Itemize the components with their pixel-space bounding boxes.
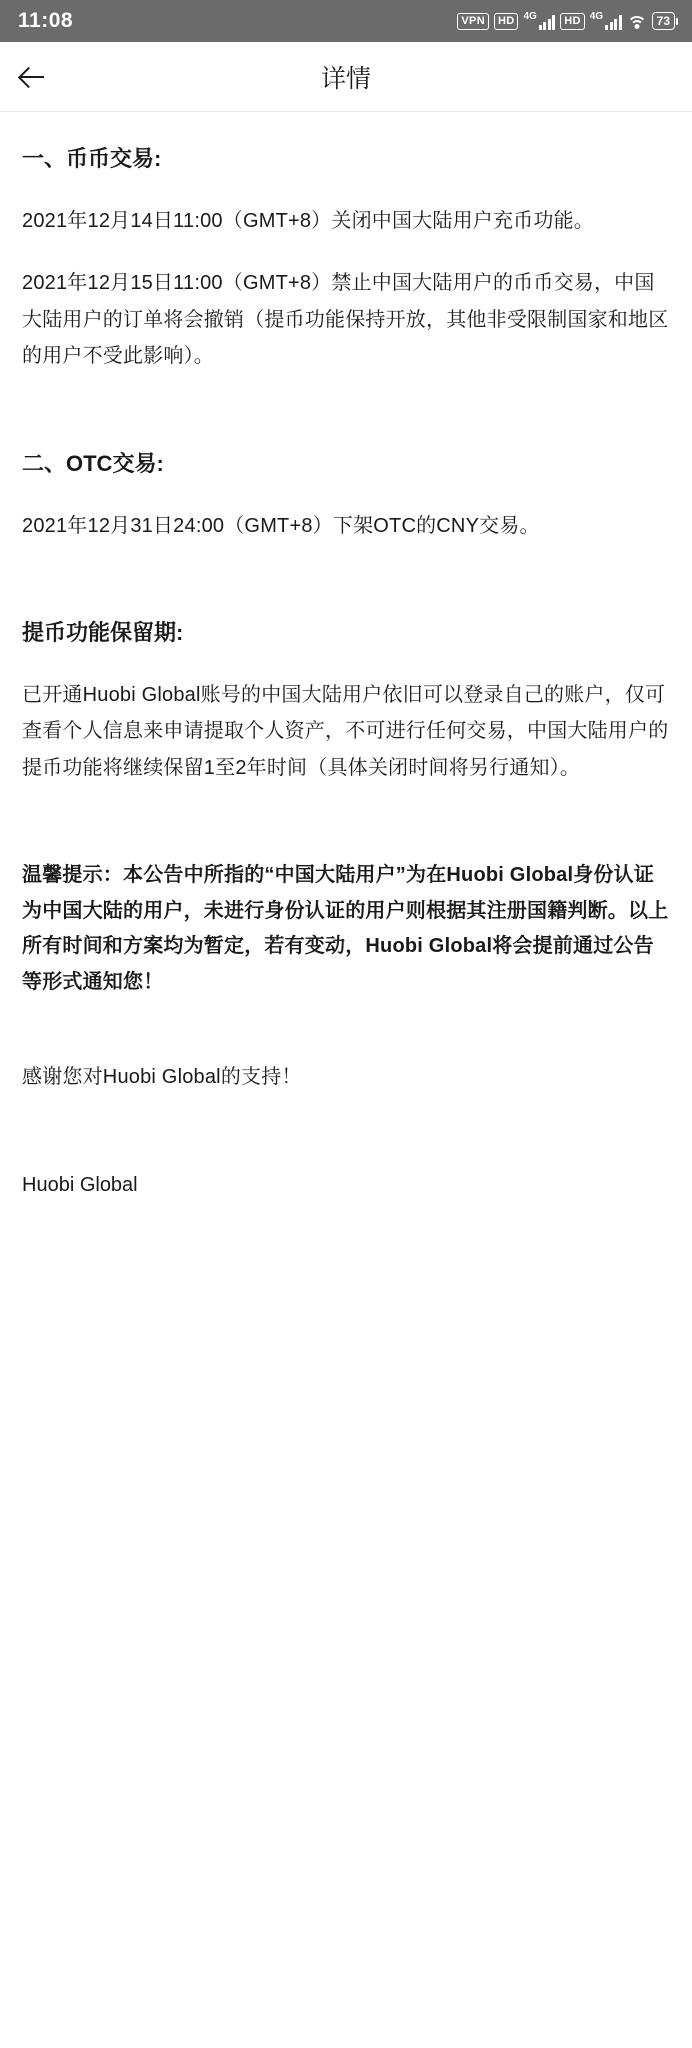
notice-paragraph: 温馨提示：本公告中所指的“中国大陆用户”为在Huobi Global身份认证为中国大陆的用户，未进行身份认证的用户则根据其注册国籍判断。以上所有时间和方案均为暂定，若有变动，Huobi Global将会提前通过公告等形式通知您！ — [22, 864, 669, 993]
app-bar — [0, 42, 692, 112]
thanks-paragraph: 感谢您对Huobi Global的支持！ — [22, 1065, 302, 1088]
signal-bars-1 — [539, 15, 556, 30]
spacer-1 — [22, 401, 670, 447]
signal-bars-2 — [605, 15, 622, 30]
battery-level-label: 73 — [652, 12, 675, 30]
status-icon-group — [457, 12, 678, 30]
status-time: 11:08 — [18, 9, 74, 32]
section-2-paragraph-1: 2021年12月31日24:00（GMT+8）下架OTC的CNY交易。 — [22, 514, 540, 537]
section-1-paragraph-1: 2021年12月14日11:00（GMT+8）关闭中国大陆用户充币功能。 — [22, 210, 594, 232]
status-bar — [0, 0, 692, 42]
section-3-heading: 提币功能保留期: — [22, 619, 184, 645]
signal-4g-label-2: 4G — [589, 11, 604, 22]
battery-tip — [676, 18, 678, 25]
section-1-paragraph-2: 2021年12月15日11:00（GMT+8）禁止中国大陆用户的币币交易，中国大陆用户的订单将会撤销（提币功能保持开放，其他非受限制国家和地区的用户不受此影响）。 — [22, 272, 669, 368]
vpn-icon: VPN — [457, 13, 489, 30]
spacer-4 — [22, 1027, 670, 1059]
spacer-2 — [22, 570, 670, 616]
section-2-heading: 二、OTC交易: — [22, 450, 164, 476]
wifi-icon — [627, 14, 647, 29]
section-1-heading: 一、币币交易: — [22, 146, 162, 171]
hd-icon-1: HD — [494, 13, 519, 30]
announcement-content — [0, 112, 692, 1203]
back-button[interactable] — [0, 42, 64, 112]
page-title: 详情 — [320, 64, 371, 93]
signature: Huobi Global — [22, 1173, 138, 1196]
signal-icon-1 — [523, 12, 555, 30]
back-arrow-icon — [19, 64, 45, 90]
battery-icon — [652, 12, 678, 30]
spacer-3 — [22, 812, 670, 858]
signal-icon-2 — [590, 12, 622, 30]
signal-4g-label-1: 4G — [523, 11, 537, 22]
section-3-paragraph-1: 已开通Huobi Global账号的中国大陆用户依旧可以登录自己的账户，仅可查看个人信息来申请提取个人资产，不可进行任何交易，中国大陆用户的提币功能将继续保留1至2年时间（具体关闭时间将另行通知）。 — [22, 683, 669, 779]
spacer-5 — [22, 1121, 670, 1167]
hd-icon-2: HD — [560, 13, 585, 30]
